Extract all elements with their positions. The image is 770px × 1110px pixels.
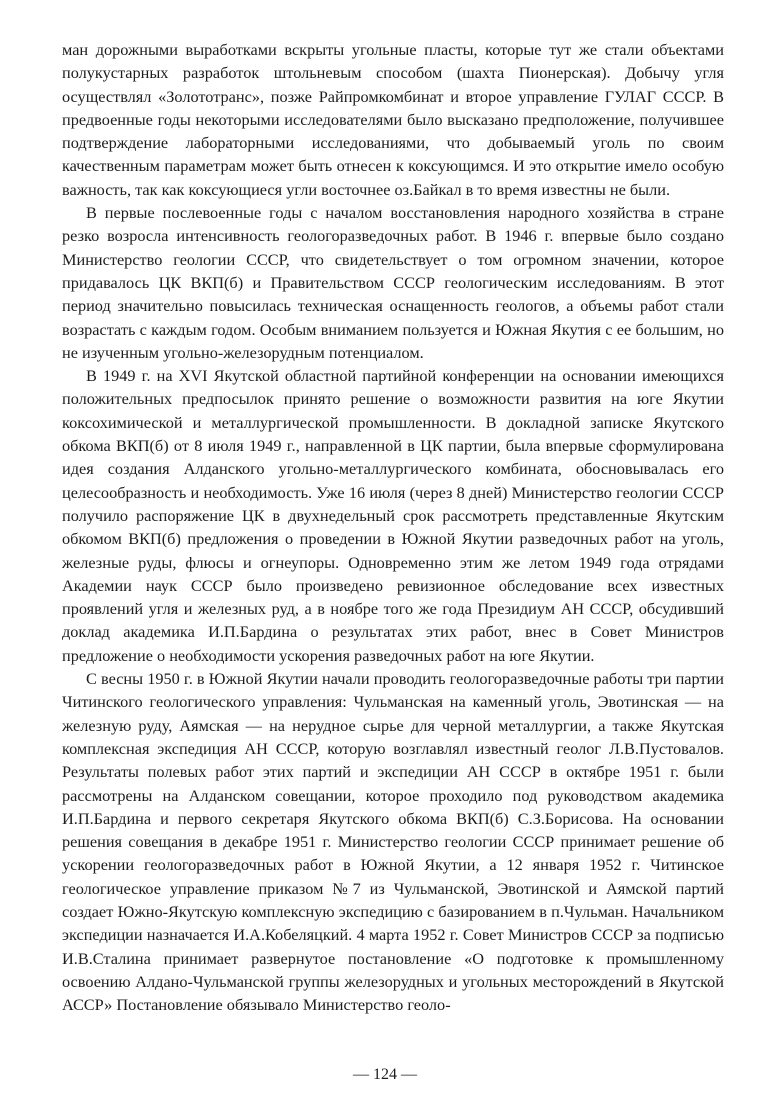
paragraph-3: В 1949 г. на XVI Якутской областной партийной конференции на основании имеющихся положительных предпосылок принято решение о возможности развития на юге Якутии коксохимической и металлургической промышленности. В докладной записке Якутского обкома ВКП(б) от 8 июля 1949 г., направленной в ЦК партии, была впервые сформулирована идея создания Алданского угольно-металлургического комбината, обосновывалась его целесообразность и необходимость. Уже 16 июля (через 8 дней) Министерство геологии СССР получило распоряжение ЦК в двухнедельный срок рассмотреть представленные Якутским обкомом ВКП(б) предложения о проведении в Южной Якутии разведочных работ на уголь, железные руды, флюсы и огнеупоры. Одновременно этим же летом 1949 года отрядами Академии наук СССР было произведено ревизионное обследование всех известных проявлений угля и железных руд, а в ноябре того же года Президиум АН СССР, обсудивший доклад академика И.П.Бардина о результатах этих работ, внес в Совет Министров предложение о необходимости ускорения разведочных работ на юге Якутии.: [62, 366, 724, 665]
paragraph-4: С весны 1950 г. в Южной Якутии начали проводить геологоразведочные работы три партии Читинского геологического управления: Чульманская на каменный уголь, Эвотинская — на железную руду, Аямская — на нерудное сырье для черной металлургии, а также Якутская комплексная экспедиция АН СССР, которую возглавлял известный геолог Л.В.Пустовалов. Результаты полевых работ этих партий и экспедиции АН СССР в октябре 1951 г. были рассмотрены на Алданском совещании, которое проходило под руководством академика И.П.Бардина и первого секретаря Якутского обкома ВКП(б) С.З.Борисова. На основании решения совещания в декабре 1951 г. Министерство геологии СССР принимает решение об ускорении геологоразведочных работ в Южной Якутии, а 12 января 1952 г. Читинское геологическое управление приказом №7 из Чульманской, Эвотинской и Аямской партий создает Южно-Якутскую комплексную экспедицию с базированием в п.Чульман. Начальником экспедиции назначается И.А.Кобеляцкий. 4 марта 1952 г. Совет Министров СССР за подписью И.В.Сталина принимает развернутое постановление «О подготовке к промышленному освоению Алдано-Чульманской группы железорудных и угольных месторождений в Якутской АССР» Постановление обязывало Министерство геоло-: [62, 669, 724, 1015]
paragraph-2: В первые послевоенные годы с началом восстановления народного хозяйства в стране резко возросла интенсивность геологоразведочных работ. В 1946 г. впервые было создано Министерство геологии СССР, что свидетельствует о том огромном значении, которое придавалось ЦК ВКП(б) и Правительством СССР геологическим исследованиям. В этот период значительно повысилась техническая оснащенность геологов, а объемы работ стали возрастать с каждым годом. Особым вниманием пользуется и Южная Якутия с ее большим, но не изученным угольно-железорудным потенциалом.: [62, 203, 724, 362]
paragraph-1: ман дорожными выработками вскрыты угольные пласты, которые тут же стали объектами полукустарных разработок штольневым способом (шахта Пионерская). Добычу угля осуществлял «Золототранс», позже Райпромкомбинат и второе управление ГУЛАГ СССР. В предвоенные годы некоторыми исследователями было высказано предположение, получившее подтверждение лабораторными исследованиями, что добываемый уголь по своим качественным параметрам может быть отнесен к коксующимся. И это открытие имело особую важность, так как коксующиеся угли восточнее оз.Байкал в то время известны не были.: [62, 40, 724, 199]
page-text-block: [62, 38, 724, 1016]
page-number: — 124 —: [353, 1066, 417, 1083]
